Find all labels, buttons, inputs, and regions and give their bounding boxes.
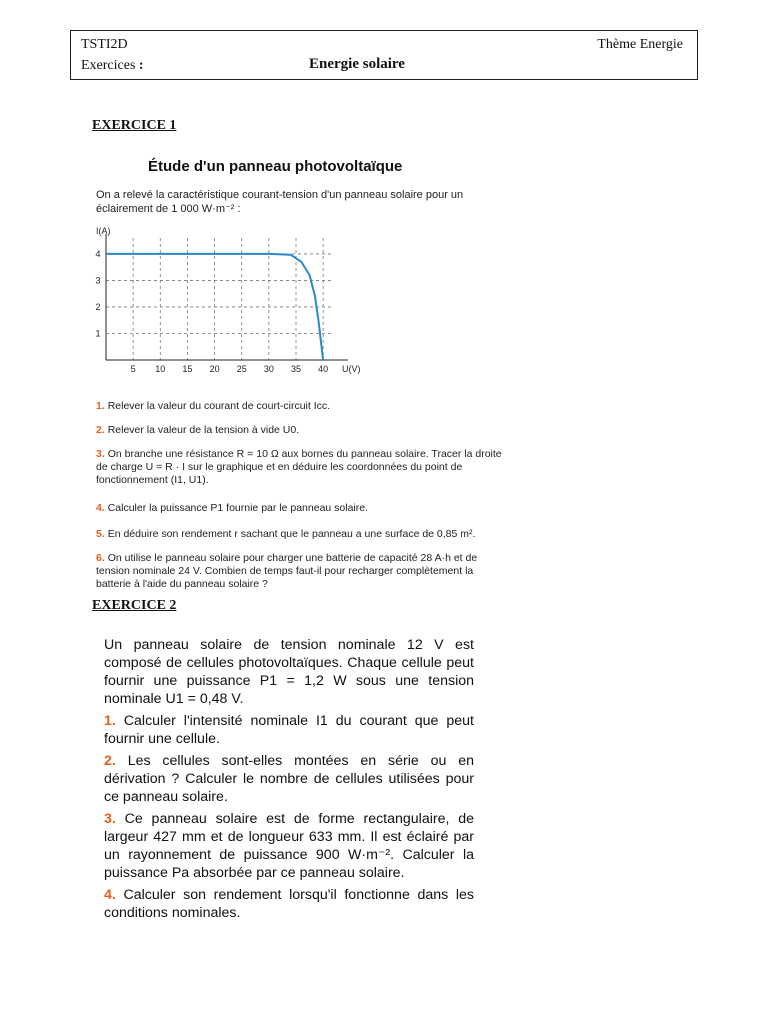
x-tick-label-1: 10 [155, 364, 166, 374]
exercise-1-block [90, 148, 510, 596]
x-tick-label-6: 35 [290, 364, 302, 374]
class-code: TSTI2D [81, 37, 128, 52]
exercise-1-question-4: 4. Calculer la puissance P1 fournie par le panneau solaire. [96, 502, 369, 514]
iv-characteristic-chart [90, 224, 380, 384]
x-tick-label-4: 25 [236, 364, 247, 374]
exercise-2-block [104, 636, 474, 926]
y-tick-label-1: 2 [95, 301, 101, 312]
exercise-1-heading: EXERCICE 1 [92, 118, 177, 133]
exercise-1-question-3: 3. On branche une résistance R = 10 Ω aux bornes du panneau solaire. Tracer la droite de charge U = R · I sur le graphique et en déduire les coordonnées du point de fonctionnement (I1, U1). [96, 448, 502, 486]
exercise-2-question-2: 2. Les cellules sont-elles montées en série ou en dérivation ? Calculer le nombre de cellules utilisées pour ce panneau solaire. [104, 753, 474, 805]
y-axis-label: I(A) [96, 226, 111, 236]
y-tick-label-0: 1 [95, 328, 101, 339]
exercise-2-intro: Un panneau solaire de tension nominale 12 V est composé de cellules photovoltaïques. Chaque cellule peut fournir une puissance P1 = 1,2 W sous une tension nominale U1 = 0,48 V. [104, 637, 474, 707]
exercise-2-question-1: 1. Calculer l'intensité nominale I1 du courant que peut fournir une cellule. [104, 713, 474, 747]
x-tick-label-7: 40 [318, 364, 329, 374]
exercise-1-question-6: 6. On utilise le panneau solaire pour charger une batterie de capacité 28 A·h et de tension nominale 24 V. Combien de temps faut-il pour recharger complètement la batterie à l'aide du panneau solaire ? [96, 552, 478, 590]
y-tick-label-3: 4 [95, 248, 101, 259]
exercise-1-question-2: 2. Relever la valeur de la tension à vide U0. [96, 424, 300, 436]
exercise-1-question-1: 1. Relever la valeur du courant de court-circuit Icc. [96, 400, 331, 412]
exercise-2-question-4: 4. Calculer son rendement lorsqu'il fonctionne dans les conditions nominales. [104, 887, 474, 921]
exercise-2-question-3: 3. Ce panneau solaire est de forme rectangulaire, de largeur 427 mm et de longueur 633 mm. Il est éclairé par un rayonnement de puissance 900 W·m⁻². Calculer la puissance Pa absorbée par ce panneau solaire. [104, 811, 474, 881]
iv-chart-svg [90, 224, 380, 384]
x-axis-label: U(V) [342, 364, 361, 374]
document-header [70, 30, 698, 80]
exercise-1-question-5: 5. En déduire son rendement r sachant que le panneau a une surface de 0,85 m². [96, 528, 476, 540]
x-tick-label-0: 5 [130, 364, 136, 374]
theme-label: Thème Energie [597, 37, 683, 52]
document-title: Energie solaire [309, 56, 405, 72]
exercises-label: Exercices : [81, 58, 144, 73]
x-tick-label-5: 30 [263, 364, 274, 374]
exercise-1-intro: On a relevé la caractéristique courant-tension d'un panneau solaire pour un éclairement de 1 000 W·m⁻² : [96, 189, 464, 215]
x-tick-label-2: 15 [182, 364, 193, 374]
exercise-1-title: Étude d'un panneau photovoltaïque [148, 158, 403, 175]
x-tick-label-3: 20 [209, 364, 220, 374]
y-tick-label-2: 3 [95, 275, 101, 286]
exercise-2-heading: EXERCICE 2 [92, 598, 177, 613]
